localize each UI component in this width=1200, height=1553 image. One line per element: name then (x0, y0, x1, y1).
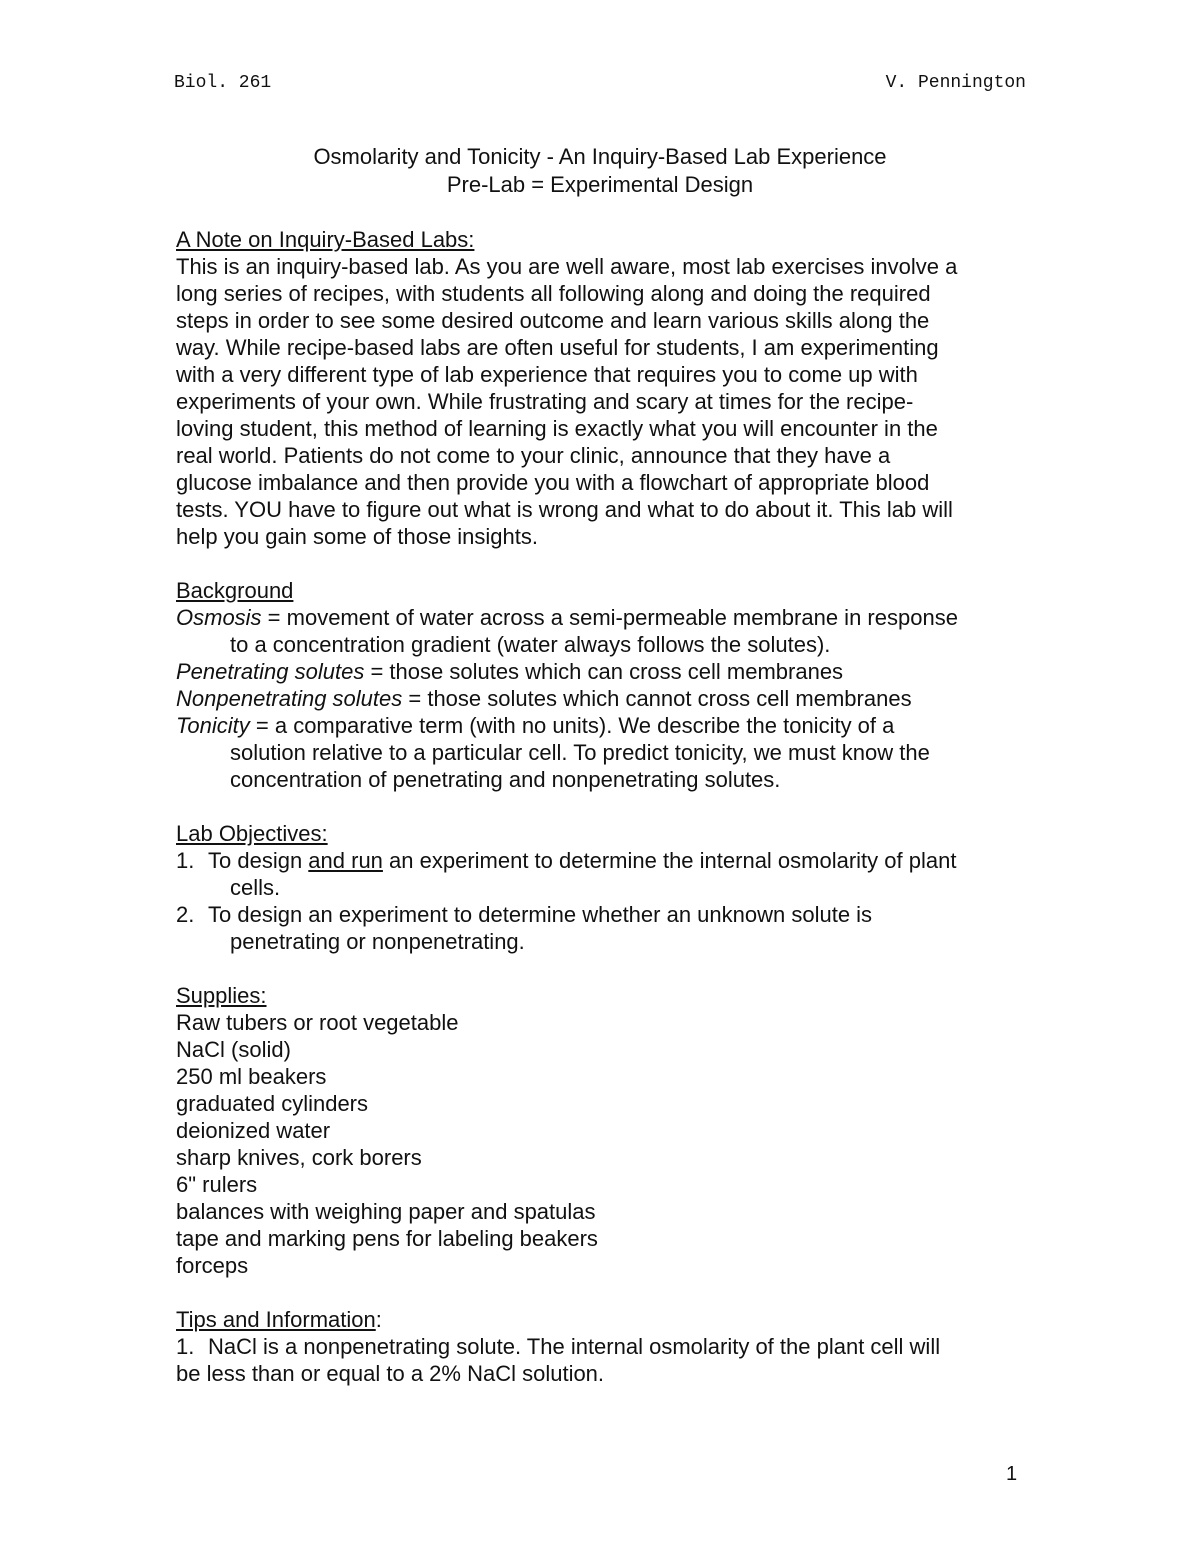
penetrating-def-text: = those solutes which can cross cell membranes (364, 659, 844, 684)
tip-item-1 (176, 1333, 1028, 1360)
page-header (174, 72, 1026, 94)
tips-heading (176, 1306, 1028, 1333)
supply-item: deionized water (176, 1118, 331, 1143)
supply-item: tape and marking pens for labeling beakers (176, 1226, 598, 1251)
course-code: Biol. 261 (174, 73, 272, 93)
nonpenetrating-term: Nonpenetrating solutes (176, 686, 403, 711)
note-line: tests. YOU have to figure out what is wrong and what to do about it. This lab will (176, 497, 953, 522)
objective-text: To design an experiment to determine whether an unknown solute is (208, 902, 873, 927)
spacer (176, 955, 1028, 982)
tonicity-term: Tonicity (176, 713, 250, 738)
note-line: glucose imbalance and then provide you with a flowchart of appropriate blood (176, 470, 930, 495)
note-line: help you gain some of those insights. (176, 524, 539, 549)
background-heading: Background (176, 578, 294, 603)
spacer (176, 1279, 1028, 1306)
supply-item: NaCl (solid) (176, 1037, 291, 1062)
note-heading: A Note on Inquiry-Based Labs: (176, 227, 475, 252)
note-line: with a very different type of lab experience that requires you to come up with (176, 362, 918, 387)
supply-item: sharp knives, cork borers (176, 1145, 422, 1170)
title-line-2: Pre-Lab = Experimental Design (446, 172, 754, 197)
tonicity-definition-cont: concentration of penetrating and nonpenetrating solutes. (230, 767, 781, 792)
nonpenetrating-definition (176, 685, 1028, 712)
penetrating-term: Penetrating solutes (176, 659, 365, 684)
tip-item-1-cont: be less than or equal to a 2% NaCl solution. (176, 1361, 605, 1386)
tips-heading-text: Tips and Information (176, 1307, 376, 1332)
document-title (174, 143, 1026, 199)
spacer (176, 550, 1028, 577)
objective-number: 2. (176, 902, 195, 927)
osmosis-definition-cont: to a concentration gradient (water always follows the solutes). (230, 632, 831, 657)
objective-text: an experiment to determine the internal osmolarity of plant (382, 848, 957, 873)
objective-text: To design (208, 848, 309, 873)
note-line: This is an inquiry-based lab. As you are well aware, most lab exercises involve a (176, 254, 958, 279)
objectives-heading: Lab Objectives: (176, 821, 328, 846)
note-line: way. While recipe-based labs are often useful for students, I am experimenting (176, 335, 939, 360)
note-line: real world. Patients do not come to your clinic, announce that they have a (176, 443, 891, 468)
note-line: steps in order to see some desired outcome and learn various skills along the (176, 308, 930, 333)
objective-number: 1. (176, 848, 195, 873)
objective-item-1 (176, 847, 1028, 874)
supplies-heading: Supplies: (176, 983, 267, 1008)
note-line: loving student, this method of learning is exactly what you will encounter in the (176, 416, 938, 441)
supply-item: 250 ml beakers (176, 1064, 327, 1089)
title-line-1: Osmolarity and Tonicity - An Inquiry-Based Lab Experience (313, 144, 887, 169)
supply-item: balances with weighing paper and spatulas (176, 1199, 596, 1224)
supply-item: Raw tubers or root vegetable (176, 1010, 459, 1035)
osmosis-definition (176, 604, 1028, 631)
tonicity-def-text: = a comparative term (with no units). We describe the tonicity of a (249, 713, 895, 738)
supply-item: graduated cylinders (176, 1091, 369, 1116)
document-body (176, 226, 1028, 1387)
supply-item: 6" rulers (176, 1172, 258, 1197)
penetrating-definition (176, 658, 1028, 685)
objective-item-2-cont: penetrating or nonpenetrating. (230, 929, 525, 954)
objective-emphasis: and run (308, 848, 383, 873)
note-line: experiments of your own. While frustrating and scary at times for the recipe- (176, 389, 914, 414)
note-line: long series of recipes, with students all following along and doing the required (176, 281, 931, 306)
author-name: V. Pennington (885, 73, 1026, 93)
tip-text: NaCl is a nonpenetrating solute. The internal osmolarity of the plant cell will (208, 1334, 941, 1359)
tonicity-definition (176, 712, 1028, 739)
osmosis-def-text: = movement of water across a semi-permeable membrane in response (261, 605, 958, 630)
nonpenetrating-def-text: = those solutes which cannot cross cell membranes (402, 686, 912, 711)
objective-item-2 (176, 901, 1028, 928)
tonicity-definition-cont: solution relative to a particular cell. To predict tonicity, we must know the (230, 740, 930, 765)
tips-heading-colon: : (375, 1307, 382, 1332)
objective-item-1-cont: cells. (230, 875, 281, 900)
tip-number: 1. (176, 1334, 195, 1359)
supply-item: forceps (176, 1253, 249, 1278)
spacer (176, 793, 1028, 820)
osmosis-term: Osmosis (176, 605, 262, 630)
page-number: 1 (1006, 1463, 1018, 1485)
